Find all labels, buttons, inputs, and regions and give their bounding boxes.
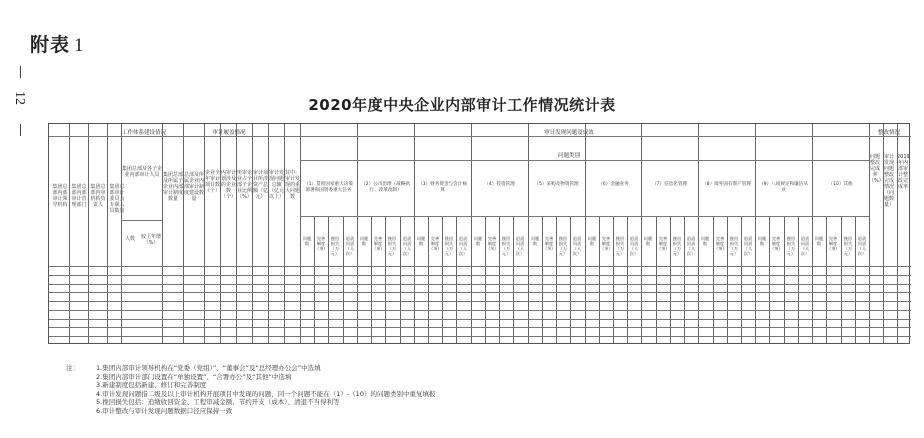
- problem-sub-header: 问题数: [814, 236, 824, 246]
- col-header-audit-5: 审计发现问题总额（亿元以上）: [269, 170, 285, 200]
- footnote-item: 3.新建制度包括新建、修订和完善制度: [96, 381, 207, 389]
- footnote-item: 2.集团内部审计部门设置在“单独设置”、“合署办公”及“其他”中选填: [96, 372, 292, 381]
- problem-sub-header: 挽回损失（万元）: [330, 236, 340, 256]
- problem-sub-header: 挽回损失（万元）: [729, 236, 739, 256]
- problem-sub-header: 完善制度（项）: [770, 236, 783, 251]
- problem-sub-header: 问题数: [700, 236, 710, 246]
- group-header-rectification: 整改情况: [877, 130, 900, 136]
- table-row-line: [49, 319, 911, 320]
- problem-sub-header: 完善制度（项）: [714, 236, 727, 251]
- problem-sub-header: 追责问责（人次）: [800, 236, 810, 256]
- table-row-line: [49, 327, 911, 328]
- group-header-audit: 审计履盖情况: [212, 130, 246, 136]
- problem-category-header: （1）贯彻国家重大决策部署和国资委重大任务: [304, 182, 353, 193]
- problem-sub-header: 完善制度（项）: [372, 236, 385, 251]
- col-header-system-2: 集团总部内部审计管理部门: [71, 184, 87, 208]
- problem-category-header: （7）信息化管理: [651, 182, 688, 187]
- problem-sub-header: 问题数: [302, 236, 312, 246]
- problem-sub-header: 挽回损失（万元）: [444, 236, 454, 256]
- problem-category-header: （9）八项规定和廉洁从业: [759, 182, 808, 193]
- footnote-item: 5.挽回损失包括：追缴收回资金、工程审减金额、节约开支（成本）、清退不当得利等: [96, 398, 340, 406]
- problem-sub-header: 挽回损失（万元）: [843, 236, 853, 256]
- col-header-rect-1: 问题整改完成率（%）: [869, 154, 884, 184]
- col-header-system-4: 集团总部审计委员会专职人员数量: [109, 184, 125, 214]
- grid-hline: [121, 220, 162, 221]
- problem-sub-header: 追责问责（人次）: [629, 236, 639, 256]
- problem-category-header: （3）财务资金与会计核算: [418, 182, 467, 193]
- problem-sub-header: 完善制度（项）: [543, 236, 556, 251]
- problem-sub-header: 问题数: [587, 236, 597, 246]
- statistics-table: [48, 123, 910, 344]
- problem-sub-header: 追责问责（人次）: [686, 236, 696, 256]
- page-title: 2020年度中央企业内部审计工作情况统计表: [308, 96, 616, 114]
- problem-sub-header: 完善制度（项）: [486, 236, 499, 251]
- grid-hline: [49, 136, 911, 137]
- table-row-line: [49, 301, 911, 302]
- problem-sub-header: 挽回损失（万元）: [501, 236, 511, 256]
- col-header-staff-count: 人数: [124, 236, 135, 242]
- col-header-audit-4: 审计项目所涉资产总额（亿元）: [253, 170, 269, 200]
- footnote-item: 4.审计发现问题指二级及以上审计机构开展项目中发现的问题，同一个问题不能在（1）-（10）的问题类别中重复填报: [96, 389, 436, 398]
- annex-text: 附表: [30, 34, 71, 56]
- problem-category-header: （4）投资管理: [484, 182, 515, 187]
- grid-hline: [300, 216, 869, 217]
- problem-sub-header: 挽回损失（万元）: [672, 236, 682, 256]
- problem-category-header: （8）境外国有资产管理: [702, 182, 751, 187]
- table-row-line: [49, 284, 911, 285]
- problem-sub-header: 问题数: [416, 236, 426, 246]
- problem-sub-header: 完善制度（项）: [827, 236, 840, 251]
- problem-sub-header: 追责问责（人次）: [857, 236, 867, 256]
- problem-sub-header: 挽回损失（万元）: [786, 236, 796, 256]
- problem-category-header: （10）其他: [828, 182, 853, 187]
- problem-sub-header: 完善制度（项）: [429, 236, 442, 251]
- problem-sub-header: 问题数: [473, 236, 483, 246]
- col-header-staff-growth: 较上年增（%）: [141, 234, 162, 246]
- footnotes-label: 注：: [66, 364, 79, 372]
- problem-sub-header: 问题数: [530, 236, 540, 246]
- col-header-rect-3: 2019年内部审计整改完成率: [897, 154, 910, 190]
- col-header-audit-1: 企业全年审计项目数（个）: [205, 170, 221, 194]
- col-header-audit-6: 其中：审计发现的重大问题数: [285, 170, 301, 200]
- problem-sub-header: 完善制度（项）: [315, 236, 328, 251]
- problem-sub-header: 完善制度（项）: [657, 236, 670, 251]
- grid-hline: [49, 266, 911, 267]
- problem-category-header: （6）金融业务: [598, 182, 629, 187]
- problem-sub-header: 追责问责（人次）: [402, 236, 412, 256]
- problem-sub-header: 问题数: [359, 236, 369, 246]
- annex-label: [30, 30, 85, 57]
- group-header-findings: 审计发现问题及成效: [544, 130, 594, 136]
- page-number-rule-top: [20, 66, 21, 78]
- problem-sub-header: 追责问责（人次）: [458, 236, 468, 256]
- page-number: 12: [12, 91, 27, 105]
- annex-number: 1: [74, 35, 85, 56]
- problem-category-header: （2）公司治理（战略执行、改革改制）: [361, 182, 410, 193]
- table-row-line: [49, 336, 911, 337]
- group-header-system: 工作体系建设情况: [121, 130, 166, 136]
- col-header-system-rules-built: 总部及所属企业内部审计制度建设数量: [184, 172, 205, 202]
- col-header-system-1: 集团总部内部审计领导机构: [52, 184, 68, 208]
- grid-hline: [300, 160, 869, 161]
- col-header-system-3: 集团总部内审机构负责人: [90, 184, 106, 208]
- col-header-staff-group: 集团总部及各子企业内部审计人员: [121, 166, 162, 178]
- problem-sub-header: 挽回损失（万元）: [615, 236, 625, 256]
- table-row-line: [49, 292, 911, 293]
- problem-sub-header: 问题数: [757, 236, 767, 246]
- problem-sub-header: 追责问责（人次）: [345, 236, 355, 256]
- problem-sub-header: 挽回损失（万元）: [387, 236, 397, 256]
- problem-sub-header: 追责问责（人次）: [515, 236, 525, 256]
- problem-sub-header: 追责问责（人次）: [743, 236, 753, 256]
- footnote-item: 1.集团内部审计领导机构在“党委（党组）”、“董事会”及“总经理办公会”中选填: [96, 364, 321, 372]
- footnote-item: 6.审计整改与审计发现问题数据口径应保持一致: [96, 406, 233, 415]
- col-header-audit-3: 所审企业占全部子企业比例（%）: [237, 170, 253, 200]
- footnotes: [66, 364, 435, 415]
- group-header-problem-types: 问题类别: [557, 153, 580, 159]
- col-header-system-rules: 集团总部及所属子企业内部审计制度数量: [163, 172, 184, 202]
- problem-sub-header: 问题数: [643, 236, 653, 246]
- problem-sub-header: 完善制度（项）: [600, 236, 613, 251]
- col-header-rect-2: 审计发现问题整改完成情况（问题数量）: [883, 154, 894, 208]
- problem-sub-header: 挽回损失（万元）: [558, 236, 568, 256]
- table-row-line: [49, 310, 911, 311]
- col-header-audit-2: 内审计划涉及的企业数（个）: [221, 170, 237, 200]
- table-row-line: [49, 275, 911, 276]
- problem-sub-header: 追责问责（人次）: [572, 236, 582, 256]
- page-number-rule-bottom: [20, 124, 21, 136]
- problem-category-header: （5）采购及物资管理: [534, 182, 579, 187]
